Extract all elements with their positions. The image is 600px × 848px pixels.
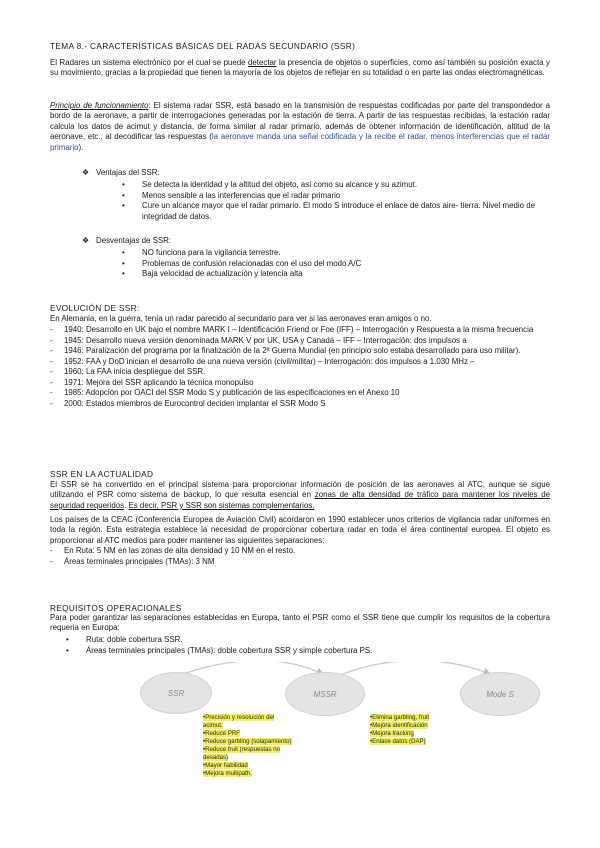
- list-item: • Ruta: doble cobertura SSR.: [66, 635, 183, 644]
- list-item: - 1971: Mejora del SSR aplicando la técnica monopulso: [50, 377, 254, 387]
- node-ssr: SSR: [140, 672, 212, 714]
- current-paragraph-2: Los países de la CEAC (Conferencia Europea de Aviación Civil) acordaron en 1990 establecer unos criterios de vigilancia radar uniformes en toda la región. Esta estrategia establece la necesidad de proporcionar cobertura radar en toda el área continental europea. El objeto es proporcionar al ATC medios para poder mantener las siguientes separaciones:: [50, 515, 550, 545]
- requirements-paragraph: Para poder garantizar las separaciones establecidas en Europa, tanto el PSR como el SSR tiene que cumplir los requisitos de la cobertura requeria en Europa:: [50, 613, 550, 633]
- advantages-heading: ❖ Ventajas del SSR:: [82, 168, 160, 177]
- list-item: • Menos sensible a las interferencias que el radar primario: [122, 190, 341, 200]
- requirements-list: [66, 635, 546, 656]
- disadvantages-list: [122, 248, 552, 280]
- current-heading: SSR EN LA ACTUALIDAD: [50, 469, 154, 479]
- list-item: - 1940: Desarrollo en UK bajo el nombre MARK I – Identificación Friend or Foe (IFF) – Interrogación y Respuesta a la misma frecuencia: [50, 325, 534, 334]
- node-mssr: MSSR: [285, 672, 365, 716]
- list-item: • Se detecta la identidad y la altitud del objeto, así como su alcance y su azimut.: [122, 180, 418, 189]
- evolution-list: [50, 325, 550, 409]
- diamond-bullet-icon: ❖: [82, 236, 90, 245]
- ssr-evolution-diagram: [145, 662, 565, 777]
- principle-label: Principio de funcionamiento: [50, 101, 149, 110]
- list-item: • Baja velocidad de actualización y latencia alta: [122, 269, 303, 278]
- arrow-mssr-to-modes: [343, 662, 490, 674]
- list-item: • Problemas de confusión relacionadas con el uso del modo A/C: [122, 258, 362, 268]
- list-item: • NO funciona para la vigilancia terrestre.: [122, 248, 281, 257]
- list-item: - 1945: Desarrollo nueva versión denominada MARK V por UK, USA y Canadá – IFF – Interrogación: dos impulsos a: [50, 335, 467, 345]
- list-item: - Áreas terminales principales (TMAs): 3 NM: [50, 556, 215, 566]
- list-item: - 1946: Paralización del programa por la finalización de la 2ª Guerra Mundial (en principio solo estaba desarrollado para uso militar).: [50, 346, 521, 355]
- mssr-to-modes-notes: •Elimina garbling, fruit •Mejora identificación •Mejora tracking •Enlace datos (DAP): [370, 714, 430, 745]
- list-item: - 1985: Adopción por OACI del SSR Modo S y publicación de las especificaciones en el Anexo 10: [50, 388, 400, 397]
- list-item: - 1952: FAA y DoD inician el desarrollo de una nueva versión (civil/militar) – Interrogación: dos impulsos a 1.030 MHz –: [50, 356, 475, 366]
- separations-list: [50, 546, 550, 567]
- disadvantages-heading: ❖ Desventajas de SSR:: [82, 236, 171, 245]
- intro-paragraph: El Radares un sistema electrónico por el cual se puede detectar la presencia de objetos o superficies, como así también su posición exacta y su movimiento, gracias a la propiedad que tienen la mayoría de los objetos de reflejar en su totalidad o en parte las ondas electromagnéticas.: [50, 58, 550, 78]
- evolution-heading: EVOLUCIÓN DE SSR:: [50, 303, 140, 313]
- advantages-list: [122, 180, 552, 222]
- evolution-intro: En Alemania, en la guerra, tenía un radar parecido al secundario para ver si las aeronaves eran amigos o no.: [50, 314, 432, 323]
- page-title: TEMA 8.- CARACTERÍSTICAS BÁSICAS DEL RADAS SECUNDARIO (SSR): [50, 41, 356, 51]
- list-item: - En Ruta: 5 NM en las zonas de alta densidad y 10 NM en el resto.: [50, 546, 296, 555]
- principle-note: la aeronave manda una señal codificada y la recibe el radar, menos interferencias que el radar primario: [50, 132, 550, 152]
- node-mode-s: Mode S: [460, 672, 540, 716]
- list-item: • Cure un alcance mayor que el radar primario. El modo S introduce el enlace de datos aire- tierra. Nivel medio de integridad de datos.: [122, 201, 535, 221]
- diamond-bullet-icon: ❖: [82, 168, 90, 177]
- arrow-ssr-to-mssr: [183, 662, 323, 674]
- principle-paragraph: Principio de funcionamiento: El sistema radar SSR, está basado en la transmisión de respuestas codificadas por parte del transpondedor a bordo de la aeronave, a partir de interrogaciones generadas por la estación de tierra. A partir de las respuestas recibidas, la estación radar calcula los datos de acimut y distancia, de forma similar al radar primario, además de obtener información de identificación, altitud de la aeronave, etc., al decodificar las respuestas (la aeronave manda una señal codificada y la recibe el radar, menos interferencias que el radar primario).: [50, 101, 550, 152]
- list-item: • Áreas terminales principales (TMAs): doble cobertura SSR y simple cobertura PS.: [66, 645, 373, 655]
- list-item: - 1960: La FAA inicia despliegue del SSR.: [50, 367, 206, 376]
- current-paragraph-1: El SSR se ha convertido en el principal sistema para proporcionar información de posición de las aeronaves al ATC, aunque se sigue utilizando el PSR como sistema de backup, lo que resulta esencial en zonas de alta densidad de tráfico para mantener los niveles de seguridad requeridos. Es decir, PSR y SSR son sistemas complementarios.: [50, 480, 551, 510]
- ssr-to-mssr-notes: •Precisión y resolución del acimut. •Reduce PRF •Reduce garbling (solapamiento) •Reduce fruit (respuestas no desadas) •Mayor fiabilidad •Mejora multipath.: [203, 714, 292, 777]
- list-item: - 2000: Estados miembros de Eurocontrol deciden implantar el SSR Modo S: [50, 398, 326, 408]
- requirements-heading: REQUISITOS OPERACIONALES: [50, 603, 182, 613]
